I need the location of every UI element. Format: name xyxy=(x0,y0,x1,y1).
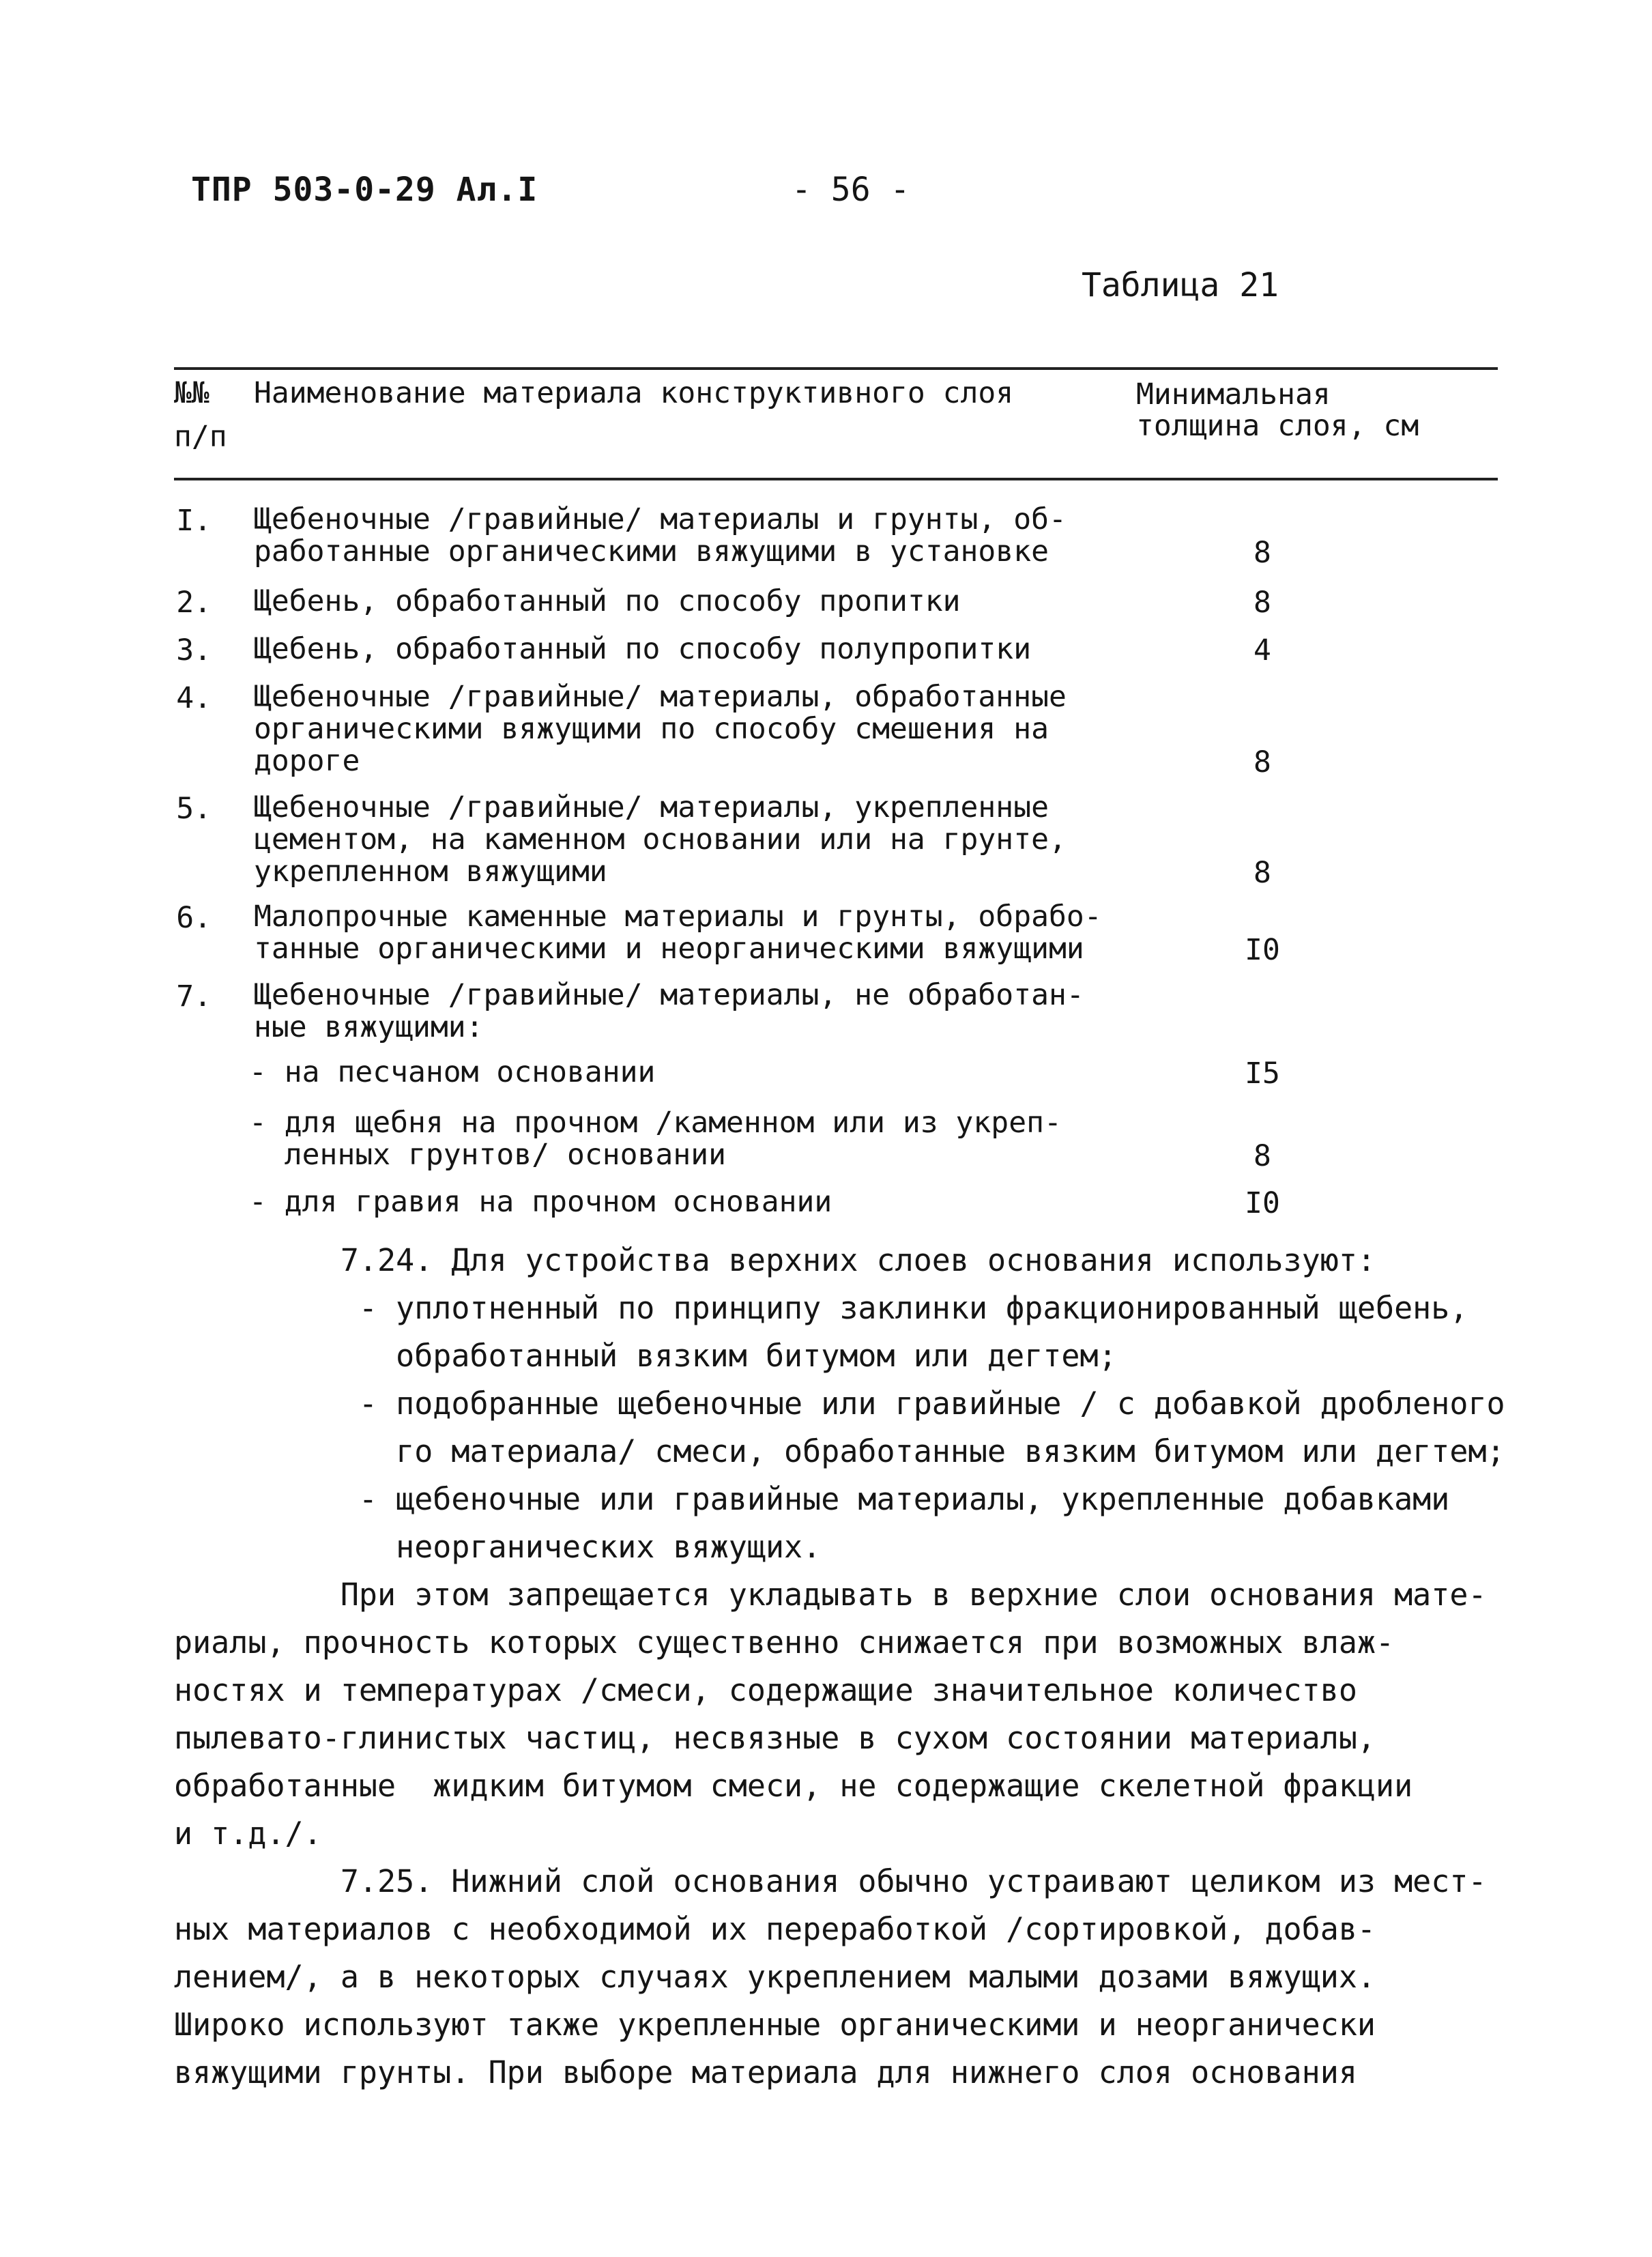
row-material: Малопрочные каменные материалы и грунты, обрабо- танные органическими и неорганическими вяжущими xyxy=(254,900,1102,966)
text-line: пылевато-глинистых частиц, несвязные в сухом состоянии материалы, xyxy=(174,1720,1376,1756)
row-number: 6. xyxy=(176,901,212,935)
text-line: обработанные жидким битумом смеси, не содержащие скелетной фракции xyxy=(174,1768,1413,1804)
column-header-number xyxy=(174,375,227,455)
text-line: и т.д./. xyxy=(174,1815,322,1852)
row-material: Щебеночные /гравийные/ материалы, не обработан- ные вяжущими: xyxy=(254,978,1084,1044)
text-line: - щебеночные или гравийные материалы, укрепленные добавками xyxy=(174,1481,1450,1517)
page-number: - 56 - xyxy=(792,171,910,209)
column-header-thickness-line2: толщина слоя, см xyxy=(1136,409,1419,443)
text-line: риалы, прочность которых существенно снижается при возможных влаж- xyxy=(174,1624,1395,1661)
row-thickness: 8 xyxy=(1254,586,1271,620)
row-material: Щебеночные /гравийные/ материалы, укрепленные цементом, на каменном основании или на грунте, укрепленном вяжущими xyxy=(254,790,1067,889)
row-thickness: 8 xyxy=(1254,745,1271,779)
row-number: 3. xyxy=(176,633,212,667)
text-line: ностях и температурах /смеси, содержащие значительное количество xyxy=(174,1672,1357,1708)
text-line: 7.25. Нижний слой основания обычно устраивают целиком из мест- xyxy=(174,1863,1487,1899)
text-line: 7.24. Для устройства верхних слоев основания используют: xyxy=(174,1242,1376,1278)
row-thickness: I5 xyxy=(1245,1056,1280,1091)
row-thickness: I0 xyxy=(1245,933,1280,967)
text-line: обработанный вязким битумом или дегтем; xyxy=(174,1338,1117,1374)
row-number: 4. xyxy=(176,681,212,715)
row-material: - для щебня на прочном /каменном или из укреп- ленных грунтов/ основании xyxy=(249,1106,1062,1172)
text-line: вяжущими грунты. При выборе материала для нижнего слоя основания xyxy=(174,2054,1357,2090)
column-header-name: Наименование материала конструктивного слоя xyxy=(254,376,1014,410)
text-line: го материала/ смеси, обработанные вязким битумом или дегтем; xyxy=(174,1433,1505,1469)
column-header-thickness-line1: Минимальная xyxy=(1136,377,1331,412)
column-header-number-line1: №№ xyxy=(174,376,209,410)
row-thickness: 8 xyxy=(1254,1139,1271,1173)
text-line: - подобранные щебеночные или гравийные / с добавкой дробленого xyxy=(174,1385,1505,1422)
text-line: Широко используют также укрепленные органическими и неорганически xyxy=(174,2007,1376,2043)
row-thickness: 4 xyxy=(1254,633,1271,667)
row-number: 7. xyxy=(176,979,212,1014)
text-line: При этом запрещается укладывать в верхние слои основания мате- xyxy=(174,1577,1487,1613)
row-number: 5. xyxy=(176,792,212,826)
table-top-rule xyxy=(174,367,1498,370)
row-material: Щебень, обработанный по способу пропитки xyxy=(254,584,961,618)
table-header-rule xyxy=(174,478,1498,480)
text-line: - уплотненный по принципу заклинки фракционированный щебень, xyxy=(174,1290,1468,1326)
row-thickness: 8 xyxy=(1254,856,1271,890)
row-number: 2. xyxy=(176,586,212,620)
row-material: - для гравия на прочном основании xyxy=(249,1185,832,1219)
body-text xyxy=(174,1237,1511,2097)
column-header-thickness xyxy=(1136,379,1419,442)
text-line: неорганических вяжущих. xyxy=(174,1529,822,1565)
document-code: ТПР 503-0-29 Ал.I xyxy=(191,171,538,209)
row-number: I. xyxy=(176,504,212,538)
table-title: Таблица 21 xyxy=(1082,266,1279,304)
row-material: Щебеночные /гравийные/ материалы, обработанные органическими вяжущими по способу смешения на дороге xyxy=(254,680,1067,778)
text-line: ных материалов с необходимой их переработкой /сортировкой, добав- xyxy=(174,1911,1376,1947)
text-line: лением/, а в некоторых случаях укреплением малыми дозами вяжущих. xyxy=(174,1959,1376,1995)
column-header-number-line2: п/п xyxy=(174,420,227,454)
row-material: - на песчаном основании xyxy=(249,1055,656,1089)
row-thickness: I0 xyxy=(1245,1186,1280,1220)
row-material: Щебеночные /гравийные/ материалы и грунты, об- работанные органическими вяжущими в установке xyxy=(254,502,1067,569)
row-thickness: 8 xyxy=(1254,536,1271,570)
row-material: Щебень, обработанный по способу полупропитки xyxy=(254,632,1032,666)
